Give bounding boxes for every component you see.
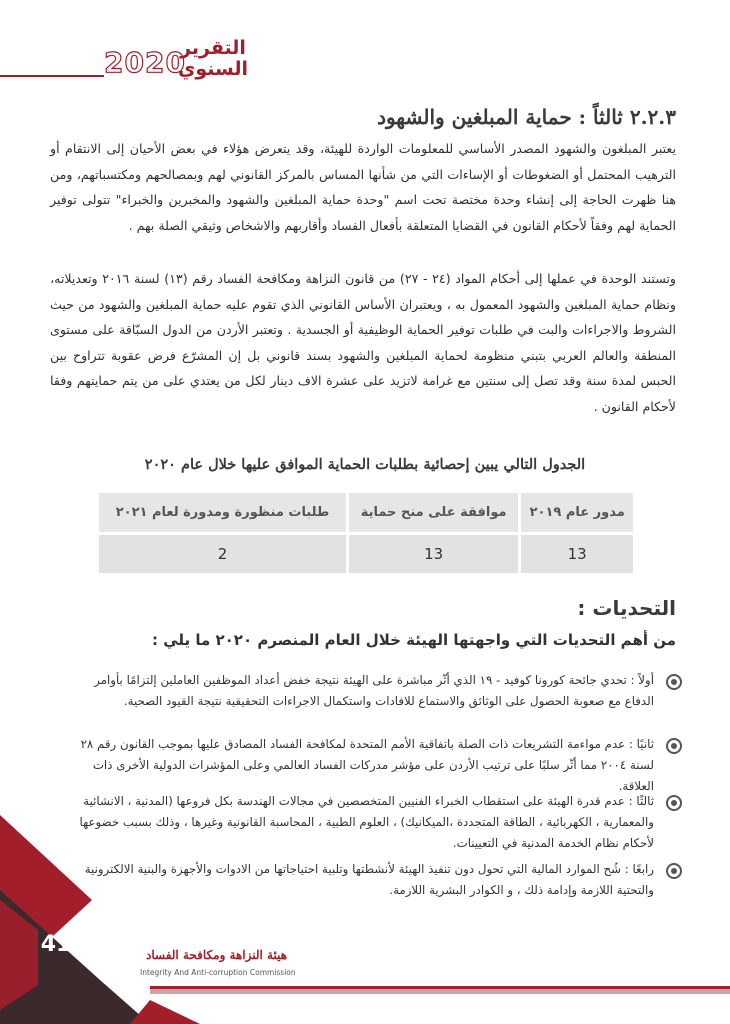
header-year: 2020 — [104, 46, 186, 79]
challenge-text: أولاً : تحدي جائحة كورونا كوفيد - ١٩ الذي أثّر مباشرة على الهيئة نتيجة خفض أعداد الموظفين العاملين إلتزامًا بأوامر الدفاع مع صعوبة الحصول على الوثائق والاستماع للافادات واستكمال الاجراءات التحقيقية نتيجة القيود الصحية. — [94, 673, 654, 708]
footer-logo-english: Integrity And Anti-corruption Commission — [140, 968, 296, 977]
paragraph-2: وتستند الوحدة في عملها إلى أحكام المواد (٢٤ - ٢٧) من قانون النزاهة ومكافحة الفساد رقم (١٣) لسنة ٢٠١٦ وتعديلاته، ونظام حماية المبلغين والشهود المعمول به ، ويعتبران الأساس القانوني الذي تقوم عليه حماية المبلغين والشهود من حيث الشروط والاجراءات والبت في طلبات توفير الحماية الوظيفية أو الجسدية . وتعتبر الأردن من الدول السبّاقة على مستوى المنطقة والعالم العربي بتبني منظومة لحماية المبلغين والشهود بسند قانوني بل إن المشرّع فرض عقوبة تتراوح بين الحبس لمدة سنة وقد تصل إلى سنتين مع غرامة لاتزيد على عشرة الاف دينار لكل من يعتدي على من يتم حمايتهم وفقا لأحكام القانون . — [50, 271, 677, 414]
table-cell: 13 — [520, 534, 635, 574]
table-header-cell: مدور عام ٢٠١٩ — [520, 493, 635, 534]
challenges-title: التحديات : — [577, 596, 676, 620]
table-header-cell: موافقة على منح حماية — [347, 493, 519, 534]
page-number: 41 — [40, 932, 72, 957]
header-title-line1: التقرير — [180, 37, 246, 59]
table-cell: 2 — [98, 534, 348, 574]
footer-logo-arabic: هيئة النزاهة ومكافحة الفساد — [146, 948, 288, 962]
footer-bar-accent — [150, 986, 730, 989]
challenge-text: ثالثًا : عدم قدرة الهيئة على استقطاب الخبراء الفنيين المتخصصين في مجالات الهندسة بكل فروعها (المدنية ، الانشائية والمعمارية ، الكهربائية ، الطاقة المتجددة ،الميكانيك) ، العلوم الطبية ، المحاسبة القانونية وغيرها ، وذلك بسبب خضوعها لأحكام نظام الخدمة المدنية في التعيينات. — [79, 794, 654, 850]
header-title-line2: السنوي — [177, 58, 248, 80]
challenge-text: ثانيًا : عدم مواءمة التشريعات ذات الصلة باتفاقية الأمم المتحدة لمكافحة الفساد المصادق عليها بموجب القانون رقم ٢٨ لسنة ٢٠٠٤ مما أثّر سلبًا على ترتيب الأردن على مؤشر مدركات الفساد العالمي وعلى المؤشرات الدولية الأخرى ذات العلاقة. — [80, 737, 654, 793]
challenge-text: رابعًا : شُح الموارد المالية التي تحول دون تنفيذ الهيئة لأنشطتها وتلبية احتياجاتها من الادوات والأجهزة والبنية الالكترونية والتحتية اللازمة وإدامة ذلك ، و الكوادر البشرية اللازمة. — [84, 862, 654, 897]
section-title: ٢.٢.٣ ثالثاً : حماية المبلغين والشهود — [377, 105, 676, 129]
table-cell: 13 — [347, 534, 519, 574]
table-caption: الجدول التالي يبين إحصائية بطلبات الحماية الموافق عليها خلال عام ٢٠٢٠ — [144, 456, 586, 473]
challenges-subtitle: من أهم التحديات التي واجهتها الهيئة خلال العام المنصرم ٢٠٢٠ ما يلي : — [151, 631, 676, 649]
table-header-cell: طلبات منظورة ومدورة لعام ٢٠٢١ — [98, 493, 348, 534]
paragraph-1: يعتبر المبلغون والشهود المصدر الأساسي للمعلومات الواردة للهيئة، وقد يتعرض هؤلاء في بعض الأحيان إلى الانتقام أو الترهيب المحتمل أو الضغوطات أو الإساءات التي من شأنها المساس بالمركز القانوني لهم وبمصالحهم ومكتسباتهم، ومن هنا ظهرت الحاجة إلى إنشاء وحدة مختصة تحت اسم "وحدة حماية المبلغين والشهود والمخبرين والخبراء" تتولى توفير الحماية لهم وفقاً لأحكام القانون في القضايا المتعلقة بأفعال الفساد وأقاربهم والاشخاص وثيقي الصلة بهم . — [50, 141, 676, 233]
corner-red-tip — [130, 1000, 200, 1024]
